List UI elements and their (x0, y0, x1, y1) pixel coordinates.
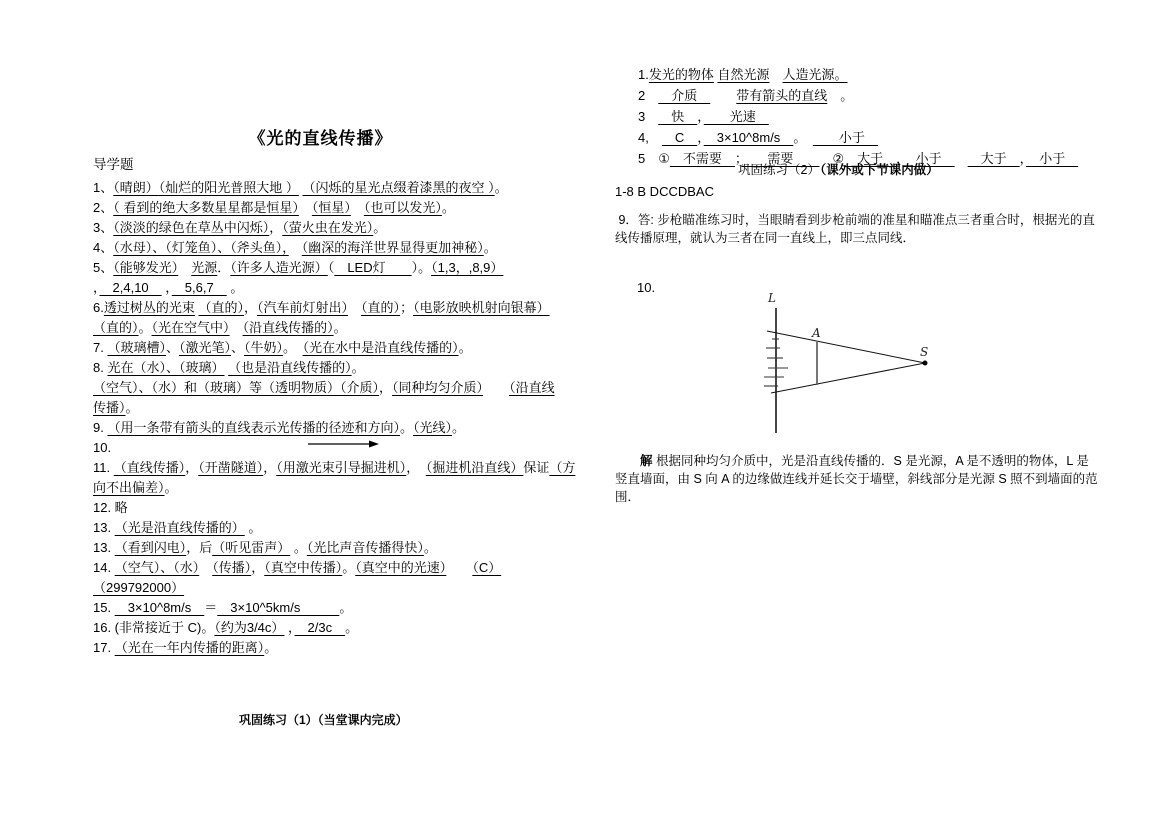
text-segment: 。 (827, 88, 854, 103)
text-segment: 。 (339, 600, 353, 615)
text-segment: 保证 (523, 460, 550, 475)
answer-blank-filled: （直线传播） (113, 460, 186, 475)
answer-blank-filled: （听见雷声） (212, 540, 291, 555)
text-line (93, 378, 575, 398)
answer-blank-filled: （1,3，,8,9） (431, 260, 504, 275)
answer-blank-filled: （ 看到的绝大多数星星都是恒星） (113, 200, 299, 215)
text-line (93, 418, 575, 438)
answer-blank-filled: （激光笔） (179, 340, 232, 355)
text-segment: 4, (638, 130, 662, 145)
answer-blank-filled: （光在一年内传播的距离） (114, 640, 265, 655)
text-segment: 。 (290, 540, 307, 555)
text-segment: 。 (345, 620, 359, 635)
text-segment: ， (896, 151, 903, 166)
answer-blank-filled: （许多人造光源） (230, 260, 328, 275)
text-segment: 。 (264, 640, 278, 655)
text-line (93, 618, 575, 638)
text-segment: 5 ① (638, 151, 670, 166)
answer-blank-filled: （掘进机沿直线） (425, 460, 524, 475)
text-line (93, 178, 575, 198)
text-line (93, 558, 575, 578)
text-segment: ， (161, 280, 172, 295)
text-segment: ，后 (186, 540, 213, 555)
text-segment (615, 454, 640, 468)
answer-blank-filled: （光在空气中） (151, 320, 230, 335)
answer-blank-filled: （空气）、（水） (114, 560, 200, 575)
text-line (638, 64, 1078, 85)
text-line (93, 298, 575, 318)
text-segment: ， (263, 460, 277, 475)
text-segment: 13. (93, 520, 115, 535)
text-segment: ， (93, 280, 100, 295)
answer-blank-filled: （光比声音传播得快） (306, 540, 424, 555)
section-label-daoxueti: 导学题 (93, 157, 134, 172)
answer-blank-filled: 2/3c (294, 620, 346, 635)
question9-answer (615, 211, 1095, 247)
text-segment (446, 560, 472, 575)
text-segment (199, 560, 212, 575)
answer-blank-filled: （直的） (361, 300, 401, 315)
text-line (93, 538, 575, 558)
text-segment (351, 200, 364, 215)
answer-blank-filled: （直的） (93, 320, 139, 335)
answer-blank-filled: 3×10^8m/s (114, 600, 205, 615)
text-line (93, 238, 575, 258)
answer-blank-filled: （299792000） (93, 580, 185, 595)
text-line (738, 160, 939, 180)
answer-blank-filled: 2,4,10 (99, 280, 162, 295)
answer-blank-filled: （沿直线传播的） (242, 320, 334, 335)
text-line (615, 470, 1098, 488)
text-segment: ， (284, 620, 295, 635)
text-segment: ； (734, 151, 742, 166)
answer-blank-filled: （用一条带有箭头的直线表示光传播的径迹和方向） (107, 420, 400, 435)
answer-blank-filled: 光源 (191, 260, 218, 275)
source-label: S (920, 345, 929, 359)
light-source-point (923, 361, 928, 366)
text-segment: 13. (93, 540, 115, 555)
text-segment: 。 (342, 560, 356, 575)
answer-blank-filled: 快 (658, 109, 698, 124)
text-line (93, 478, 575, 498)
right-column-answer-lines (638, 64, 1078, 169)
text-segment (483, 380, 509, 395)
text-segment: 围． (615, 490, 641, 504)
answer-blank-filled: 传播） (93, 400, 126, 415)
text-segment: 17. (93, 640, 115, 655)
text-segment: 4、 (93, 240, 114, 255)
text-segment: 解 (640, 454, 653, 468)
answer-blank-filled: （同种均匀介质） (392, 380, 484, 395)
text-line (93, 398, 575, 418)
answer-blank-filled: （C） (472, 560, 502, 575)
text-segment: 。 (483, 240, 497, 255)
question10-solution (615, 452, 1098, 506)
text-segment: ， (379, 380, 393, 395)
text-segment (710, 88, 736, 103)
answer-blank-filled: （光线） (413, 420, 453, 435)
answer-blank-filled: （方 (549, 460, 576, 475)
text-segment: 。 (283, 340, 303, 355)
text-segment: 6. (93, 300, 104, 315)
text-segment: 根据同种均匀介质中，光是沿直线传播的．S 是光源，A 是不透明的物体，L 是 (652, 454, 1089, 468)
text-segment (955, 151, 968, 166)
answer-blank-filled: （也可以发光） (363, 200, 442, 215)
text-segment: 3、 (93, 220, 114, 235)
text-line (93, 638, 575, 658)
answer-blank-filled: （空气）、（水）和（玻璃）等（透明物质） (93, 380, 341, 395)
text-line (615, 488, 1098, 506)
answer-blank-filled: （真空中的光速） (355, 560, 447, 575)
text-segment: 1、 (93, 180, 114, 195)
text-segment (770, 67, 783, 82)
answer-blank-filled: （幽深的海洋世界显得更加神秘） (301, 240, 484, 255)
answer-blank-filled: 带有箭头的直线 (736, 88, 828, 103)
left-column-answer-lines (93, 178, 575, 658)
text-line (93, 338, 575, 358)
text-line (93, 518, 575, 538)
text-segment: 11. (93, 460, 114, 475)
item10-label: 10. (637, 280, 656, 295)
text-segment (348, 300, 361, 315)
answer-blank-filled: 介质 (658, 88, 711, 103)
answer-blank-filled: 发光的物体 (648, 67, 714, 82)
text-line (638, 127, 1078, 148)
text-segment: ， (269, 220, 283, 235)
upper-ray-line (767, 331, 925, 363)
text-segment (289, 240, 302, 255)
text-segment (299, 200, 312, 215)
text-segment: 。 (452, 420, 466, 435)
answer-blank-filled: LED灯 (334, 260, 412, 275)
wall-label: L (768, 291, 776, 305)
text-segment: 。 (351, 360, 365, 375)
text-segment (230, 320, 243, 335)
answer-key-line: 1-8 B DCCDBAC (615, 184, 714, 199)
answer-blank-filled: （直的） (198, 300, 244, 315)
text-segment: ； (400, 300, 414, 315)
text-segment: 8. (93, 360, 108, 375)
answer-blank-filled: （水母）、（灯笼鱼）、（斧头鱼）， (113, 240, 289, 255)
answer-blank-filled: 光速 (703, 109, 769, 124)
answer-blank-filled: 5,6,7 (171, 280, 227, 295)
answer-blank-filled: （牛奶） (244, 340, 284, 355)
text-segment: ， (185, 460, 199, 475)
answer-blank-filled: （开凿隧道） (198, 460, 264, 475)
obstacle-label: A (812, 326, 821, 340)
text-segment: 14. (93, 560, 115, 575)
answer-blank-filled: 需要 (741, 151, 820, 166)
text-segment: ， (1019, 151, 1027, 166)
text-segment: 2、 (93, 200, 114, 215)
text-line (638, 106, 1078, 127)
text-segment: 10. (93, 440, 112, 455)
text-segment: ）。 (411, 260, 432, 275)
text-segment: 、 (165, 340, 179, 355)
answer-blank-filled: 小于 (1026, 151, 1079, 166)
answer-blank-filled: （也是沿直线传播的） (228, 360, 352, 375)
text-segment: ， (251, 560, 265, 575)
answer-blank-filled: （淡淡的绿色在草丛中闪烁） (113, 220, 270, 235)
text-segment: 。 (125, 400, 139, 415)
text-segment: ， (697, 109, 704, 124)
text-segment: 。 (244, 520, 262, 535)
text-segment: ， (406, 460, 426, 475)
text-line (615, 211, 1095, 229)
section-heading-exercise1: 巩固练习（1）（当堂课内完成） (239, 713, 408, 727)
text-segment: 。 (226, 280, 244, 295)
text-segment: （ (327, 260, 335, 275)
answer-blank-filled: 向不出偏差） (93, 480, 165, 495)
answer-blank-filled: （萤火虫在发光） (282, 220, 374, 235)
text-segment: 竖直墙面，由 S 向 A 的边缘做连线并延长交于墙壁，斜线部分是光源 S 照不到墙面的范 (615, 472, 1098, 486)
text-line (615, 452, 1098, 470)
text-segment: ． (217, 260, 231, 275)
answer-blank-filled: （晴朗） (113, 180, 159, 195)
answer-blank-filled: 人造光源。 (782, 67, 848, 82)
text-segment: ＝ (204, 600, 218, 615)
text-line (93, 318, 575, 338)
answer-blank-filled: 透过树丛的光束 (103, 300, 195, 315)
text-segment: 。 (138, 320, 152, 335)
answer-blank-filled: （约为3/4c） (214, 620, 285, 635)
text-segment: 9．答: 步枪瞄准练习时，当眼睛看到步枪前端的准星和瞄准点三者重合时，根据光的直 (615, 213, 1095, 227)
answer-blank-filled: 自然光源 (717, 67, 770, 82)
text-segment: 3 (638, 109, 659, 124)
text-segment (178, 260, 191, 275)
text-segment: 5、 (93, 260, 114, 275)
text-line (93, 598, 575, 618)
answer-blank-filled: 不需要 (669, 151, 735, 166)
text-line (93, 198, 575, 218)
lower-ray-line (771, 363, 925, 393)
text-segment: （课外或下节课内做） (819, 163, 939, 177)
answer-blank-filled: （电影放映机射向银幕） (413, 300, 550, 315)
text-segment: 9. (93, 420, 108, 435)
answer-blank-filled: C (661, 130, 698, 145)
answer-blank-filled: （看到闪电） (114, 540, 187, 555)
answer-blank-filled: （恒星） (311, 200, 351, 215)
text-segment: 、 (231, 340, 245, 355)
text-segment: 。 (441, 200, 455, 215)
section-heading-exercise2 (738, 160, 939, 180)
answer-blank-filled: （光是沿直线传播的） (114, 520, 245, 535)
text-segment: 巩固练习（2） (738, 163, 820, 177)
text-line (93, 498, 575, 518)
text-segment: 。 (458, 340, 472, 355)
text-segment: ， (697, 130, 704, 145)
answer-blank-filled: （玻璃槽） (107, 340, 166, 355)
text-segment: 2 (638, 88, 659, 103)
text-segment: ， (244, 300, 258, 315)
answer-blank-filled: 光在（水）、（玻璃） (107, 360, 225, 375)
text-segment: 15. (93, 600, 115, 615)
text-segment: 12. 略 (93, 500, 128, 515)
text-segment: 。 (423, 540, 437, 555)
answer-blank-filled: （闪烁的星光点缀着漆黑的夜空 ） (302, 180, 495, 195)
text-segment: 。 (373, 220, 387, 235)
text-line (93, 218, 575, 238)
shadow-ray-diagram (738, 288, 950, 440)
answer-blank-filled: 小于 (812, 130, 878, 145)
answer-blank-filled: 大于 (844, 151, 897, 166)
answer-blank-filled: 3×10^8m/s (703, 130, 794, 145)
text-segment: 。 (399, 420, 413, 435)
text-segment: 。 (494, 180, 508, 195)
text-line (93, 278, 575, 298)
answer-blank-filled: （用激光束引导掘进机） (276, 460, 407, 475)
text-segment: 线传播原理，就认为三者在同一直线上，即三点同线． (615, 231, 916, 245)
text-line (638, 85, 1078, 106)
answer-blank-filled: （沿直线 (509, 380, 555, 395)
answer-blank-filled: 小于 (902, 151, 955, 166)
answer-blank-filled: （介质） (340, 380, 380, 395)
text-segment: 1. (638, 67, 649, 82)
text-segment: 。 (164, 480, 178, 495)
text-segment: ② (819, 151, 845, 166)
answer-blank-filled: （能够发光） (113, 260, 179, 275)
page-title: 《光的直线传播》 (248, 129, 393, 148)
text-segment: 16. (非常接近于 C)。 (93, 620, 215, 635)
answer-blank-filled: （汽车前灯射出） (257, 300, 349, 315)
answer-blank-filled: 3×10^5km/s (217, 600, 340, 615)
answer-blank-filled: （真空中传播） (264, 560, 343, 575)
answer-blank-filled: （光在水中是沿直线传播的） (302, 340, 459, 355)
text-line (93, 258, 575, 278)
text-segment: 。 (333, 320, 347, 335)
answer-blank-filled: （传播） (212, 560, 252, 575)
text-line (93, 578, 575, 598)
text-line (93, 458, 575, 478)
text-segment: 。 (793, 130, 813, 145)
light-ray-arrow-icon (308, 438, 380, 450)
text-segment: 7. (93, 340, 108, 355)
text-line (615, 229, 1095, 247)
answer-blank-filled: 大于 (967, 151, 1020, 166)
text-line (93, 358, 575, 378)
answer-blank-filled: （灿烂的阳光普照大地 ） (158, 180, 299, 195)
